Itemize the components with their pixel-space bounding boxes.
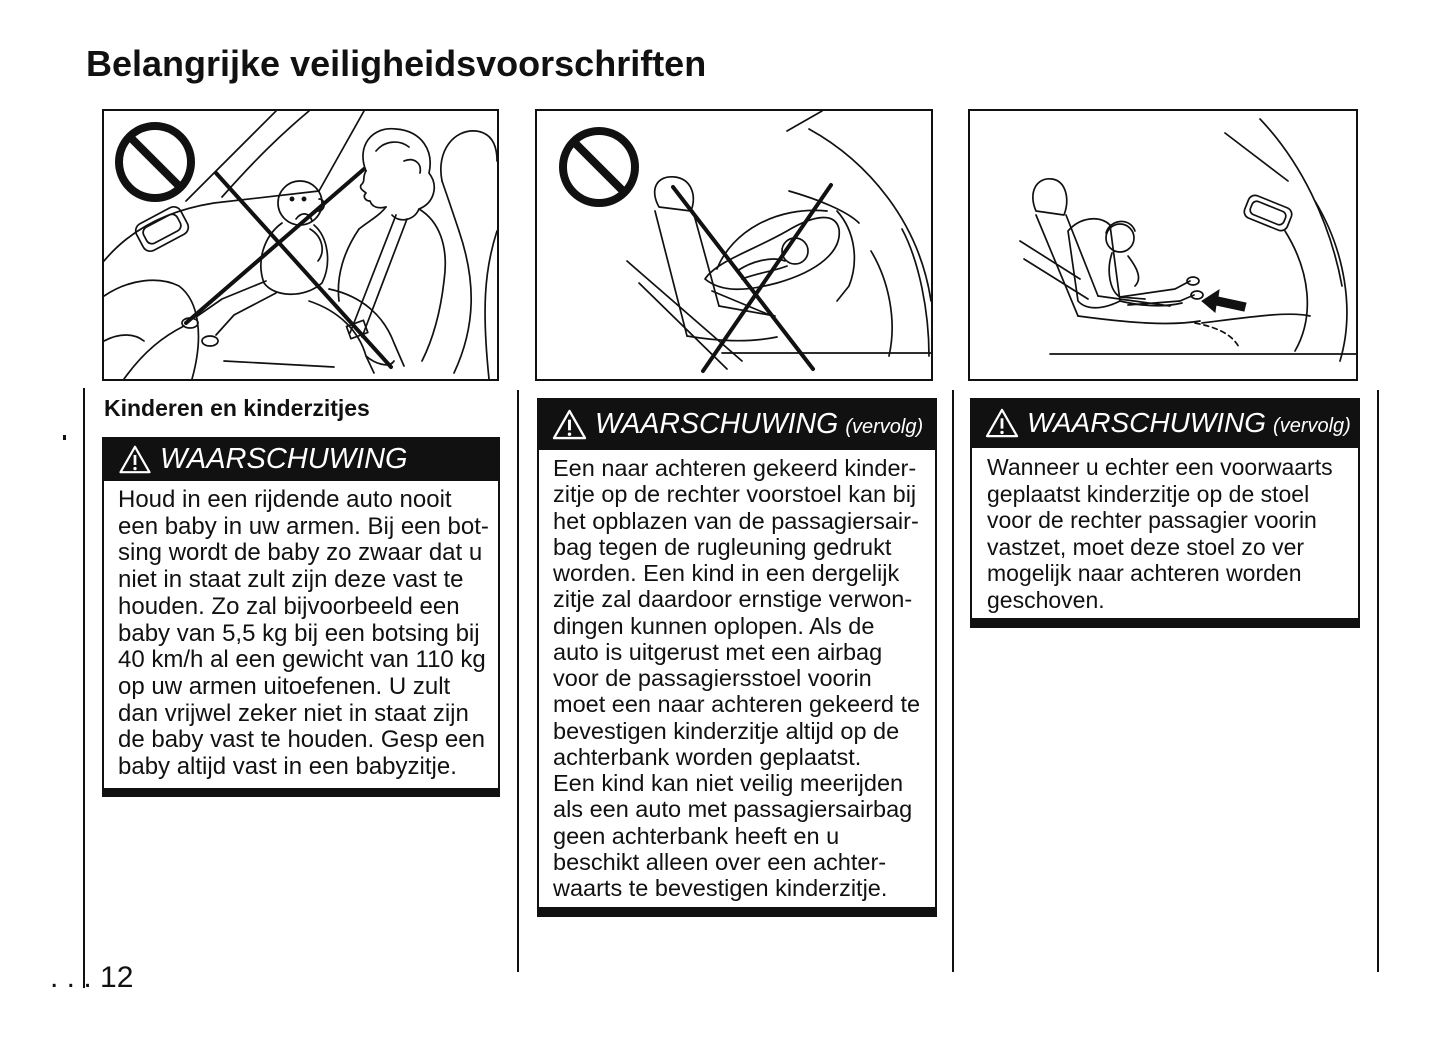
column-rule: [1377, 390, 1379, 972]
warning-header: [102, 437, 500, 481]
arrow-left-icon: [1202, 290, 1246, 312]
warning-suffix: (vervolg): [1273, 415, 1351, 437]
seat: [441, 131, 497, 379]
airbag-panel: [1242, 193, 1294, 232]
warning-text-line: het opblazen van de passagiersair-: [553, 507, 919, 534]
warning-text-line: de baby vast te houden. Gesp een: [118, 726, 485, 754]
warning-title: WAARSCHUWING: [1027, 407, 1267, 438]
windshield: [1225, 119, 1342, 286]
dashboard: [787, 111, 931, 356]
prohibited-sign-icon: [119, 126, 191, 198]
warning-title: WAARSCHUWING: [160, 442, 408, 475]
page-number: . . . 12: [50, 961, 134, 994]
illustration-forward-facing-seat-drawing: [970, 111, 1356, 379]
warning-text-line: 40 km/h al een gewicht van 110 kg: [118, 646, 486, 674]
warning-body: [537, 450, 937, 917]
warning-text-line: moet een naar achteren gekeerd te: [553, 691, 921, 718]
illustration-baby-in-arms: [102, 109, 499, 381]
warning-text-line: achterbank worden geplaatst.: [553, 743, 862, 770]
warning-box: [537, 398, 937, 917]
warning-text-line: voor de rechter passagier voorin: [987, 507, 1317, 534]
warning-text-line: geschoven.: [987, 586, 1105, 613]
warning-text-line: geplaatst kinderzitje op de stoel: [987, 480, 1310, 507]
section-heading: Kinderen en kinderzitjes: [104, 395, 370, 421]
column-rule: [952, 390, 954, 972]
warning-header: [970, 398, 1360, 448]
warning-text-line: zitje zal daardoor ernstige verwon-: [553, 586, 913, 613]
warning-text-line: voor de passagiersstoel voorin: [553, 665, 872, 691]
warning-text-line: worden. Een kind in een dergelijk: [553, 560, 900, 586]
warning-text-line: als een auto met passagiersairbag: [553, 796, 913, 823]
warning-text-line: Een naar achteren gekeerd kinder-: [553, 455, 917, 481]
warning-text-line: dingen kunnen oplopen. Als de: [553, 612, 875, 639]
warning-text-line: houden. Zo zal bijvoorbeeld een: [118, 592, 460, 620]
warning-header: [537, 398, 937, 450]
warning-text-line: Een kind kan niet veilig meerijden: [553, 770, 904, 796]
adult-figure: [309, 129, 445, 373]
warning-text-line: bevestigen kinderzitje altijd op de: [553, 717, 900, 744]
warning-text-line: baby altijd vast in een babyzitje.: [118, 753, 457, 781]
warning-text-line: baby van 5,5 kg bij een botsing bij: [118, 619, 480, 647]
warning-text-line: sing wordt de baby zo zwaar dat u: [118, 539, 483, 567]
warning-box: [102, 437, 500, 797]
illustration-baby-in-arms-drawing: [104, 111, 497, 379]
warning-suffix: (vervolg): [845, 415, 924, 438]
warning-text-line: mogelijk naar achteren worden: [987, 560, 1302, 587]
cross-mark: [673, 185, 831, 371]
warning-text-line: Houd in een rijdende auto nooit: [118, 486, 452, 513]
dashboard: [104, 191, 334, 379]
column-rule: [83, 388, 85, 988]
warning-text-line: een baby in uw armen. Bij een bot-: [118, 512, 489, 540]
seat: [627, 177, 777, 369]
child-figure: [1106, 221, 1203, 305]
dashed-path: [1195, 323, 1240, 349]
warning-text-line: vastzet, moet deze stoel zo ver: [987, 533, 1305, 560]
warning-triangle-icon: [551, 409, 588, 440]
warning-box: [970, 398, 1360, 628]
page-title: Belangrijke veiligheidsvoorschriften: [86, 43, 707, 84]
warning-body: [970, 448, 1360, 628]
warning-text-line: Wanneer u echter een voorwaarts: [987, 454, 1333, 480]
warning-text-line: waarts te bevestigen kinderzitje.: [553, 875, 888, 901]
warning-text-line: op uw armen uitoefenen. U zult: [118, 672, 451, 700]
illustration-rear-facing-seat: [535, 109, 933, 381]
warning-triangle-icon: [118, 445, 152, 474]
warning-text-line: dan vrijwel zeker niet in staat zijn: [118, 699, 469, 727]
child-seat: [705, 210, 839, 316]
prohibited-sign-icon: [563, 131, 635, 203]
warning-title: WAARSCHUWING: [595, 407, 839, 440]
illustration-forward-facing-seat: [968, 109, 1358, 381]
windshield: [186, 111, 364, 201]
warning-text-line: zitje op de rechter voorstoel kan bij: [553, 481, 917, 508]
warning-text-line: auto is uitgerust met een airbag: [553, 638, 883, 665]
warning-text-line: geen achterbank heeft en u: [553, 822, 840, 849]
margin-mark: [63, 435, 66, 440]
warning-text-line: beschikt alleen over een achter-: [553, 848, 887, 875]
warning-triangle-icon: [984, 408, 1020, 438]
column-rule: [517, 390, 519, 972]
illustration-rear-facing-seat-drawing: [537, 111, 931, 379]
warning-text-line: niet in staat zult zijn deze vast te: [118, 566, 464, 594]
warning-text-line: bag tegen de rugleuning gedrukt: [553, 533, 892, 560]
warning-body: [102, 481, 500, 797]
